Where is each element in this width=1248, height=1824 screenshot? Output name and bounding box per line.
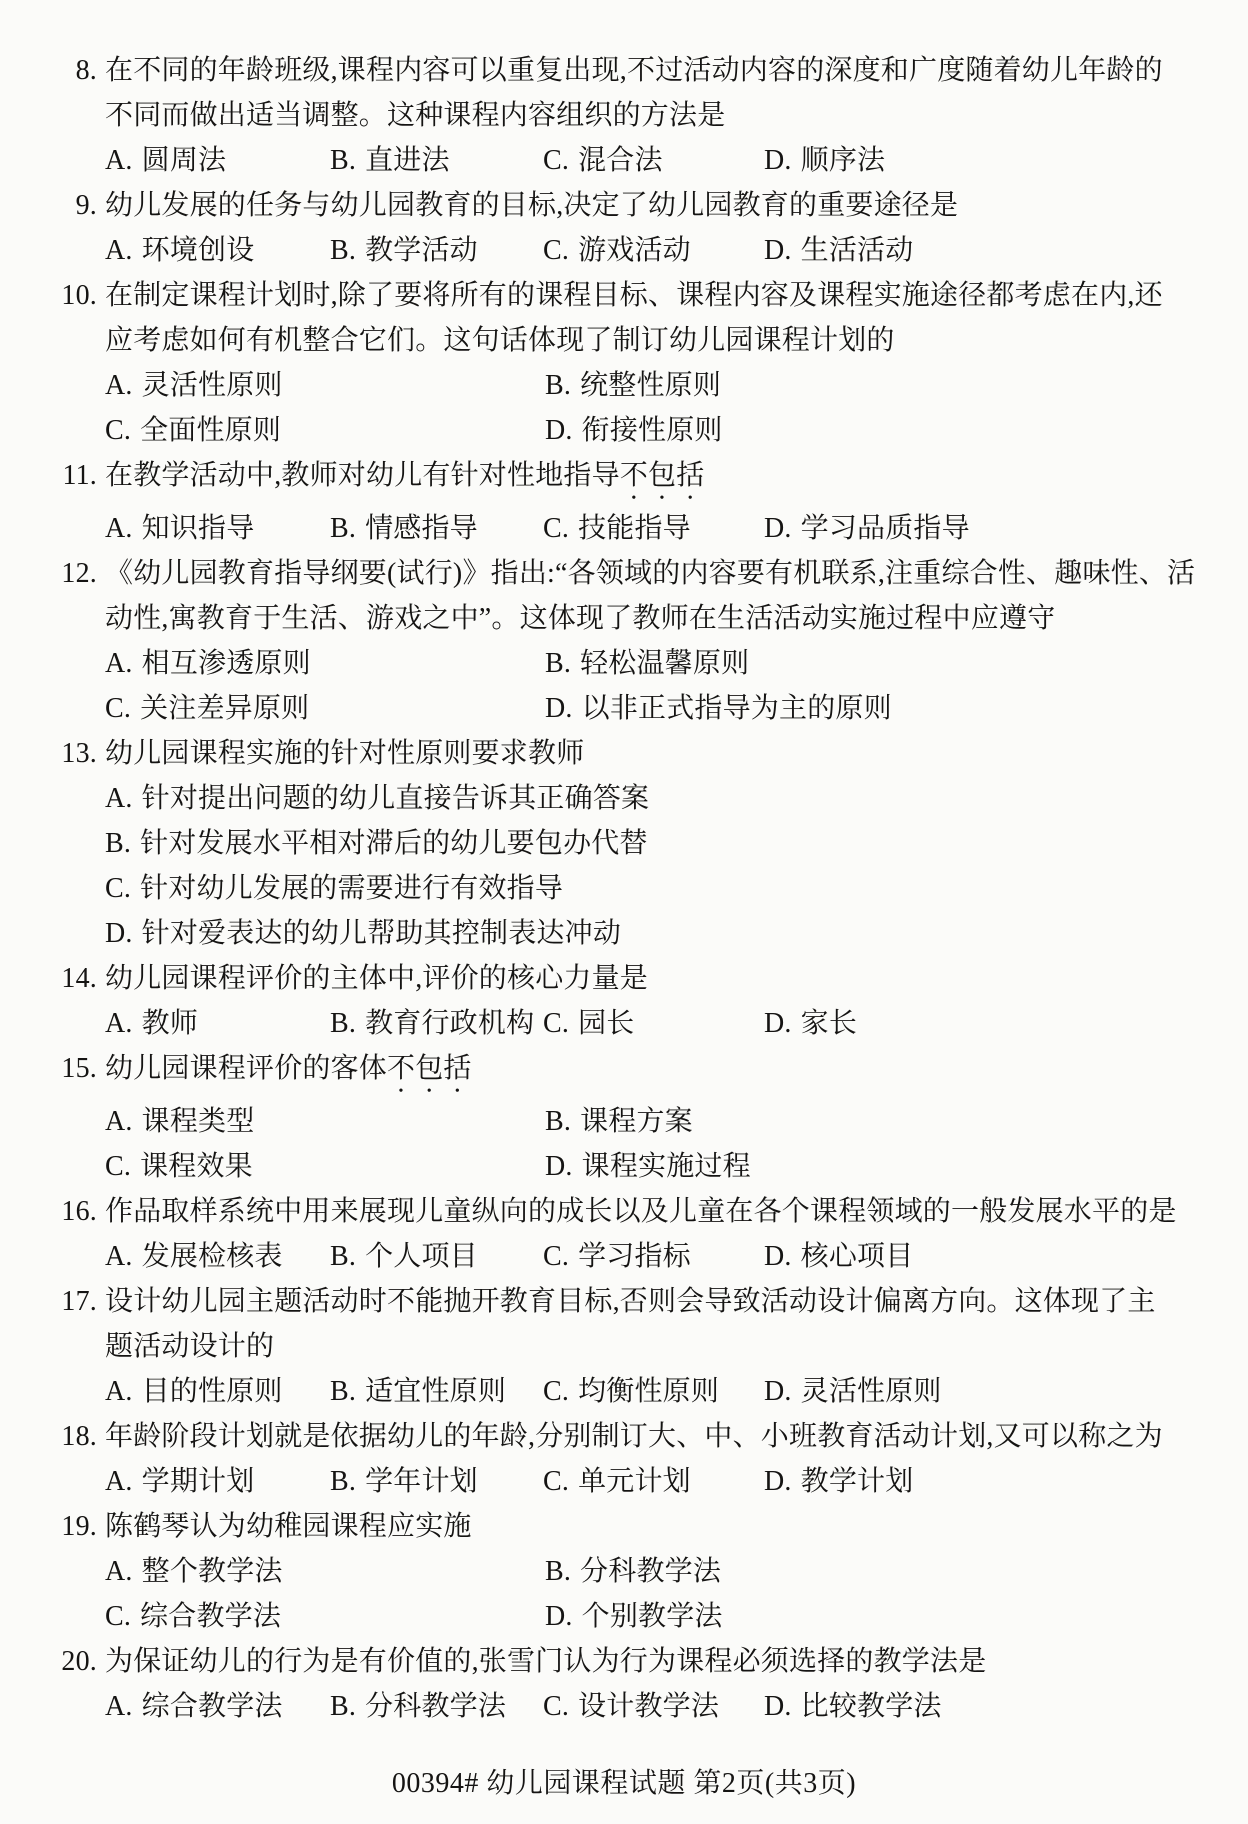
question-stem-line	[105, 731, 1165, 776]
question-number: 16.	[61, 1196, 97, 1227]
option-item	[543, 1684, 764, 1729]
option-key: B.	[545, 370, 572, 401]
option-item	[543, 228, 764, 273]
option-text: 发展检核表	[141, 1241, 283, 1272]
option-text: 相互渗透原则	[141, 648, 311, 679]
option-item	[105, 1369, 330, 1414]
option-item	[105, 821, 1165, 866]
option-text: 圆周法	[141, 145, 227, 176]
option-item	[105, 686, 545, 731]
stem-text: 应考虑如何有机整合它们。这句话体现了制订幼儿园课程计划的	[105, 325, 895, 356]
option-item	[545, 1144, 1165, 1189]
option-item	[543, 1234, 764, 1279]
options-group	[105, 363, 1165, 453]
option-key: D.	[545, 693, 573, 724]
option-text: 课程方案	[580, 1106, 693, 1137]
option-key: D.	[764, 1241, 792, 1272]
option-text: 教学计划	[800, 1466, 914, 1497]
options-group	[105, 1001, 1165, 1046]
option-text: 教育行政机构	[365, 1008, 535, 1039]
option-key: B.	[330, 1466, 357, 1497]
option-key: A.	[105, 648, 133, 679]
option-text: 衔接性原则	[581, 415, 723, 446]
option-key: A.	[105, 783, 133, 814]
stem-text: 幼儿园课程评价的客体	[105, 1053, 388, 1084]
option-text: 课程类型	[141, 1106, 255, 1137]
option-key: A.	[105, 1376, 133, 1407]
option-item	[764, 506, 1165, 551]
option-key: A.	[105, 1691, 133, 1722]
option-item	[543, 138, 764, 183]
question-block	[0, 1279, 1165, 1414]
option-key: C.	[543, 1691, 570, 1722]
options-group	[105, 1549, 1165, 1639]
option-text: 统整性原则	[580, 370, 722, 401]
page-footer	[0, 1761, 1248, 1806]
option-text: 技能指导	[578, 513, 691, 544]
option-key: A.	[105, 1008, 133, 1039]
question-stem-line	[105, 1504, 1165, 1549]
question-number: 8.	[75, 55, 97, 86]
option-text: 比较教学法	[800, 1691, 942, 1722]
option-key: D.	[764, 1691, 792, 1722]
option-text: 教学活动	[365, 235, 478, 266]
option-text: 目的性原则	[141, 1376, 283, 1407]
option-text: 知识指导	[141, 513, 255, 544]
options-group	[105, 1459, 1165, 1504]
stem-text: 设计幼儿园主题活动时不能抛开教育目标,否则会导致活动设计偏离方向。这体现了主	[105, 1286, 1156, 1317]
option-key: C.	[105, 1151, 132, 1182]
question-number: 9.	[75, 190, 97, 221]
option-key: D.	[545, 415, 573, 446]
question-block	[0, 1504, 1165, 1639]
question-number: 13.	[61, 738, 97, 769]
stem-text: 年龄阶段计划就是依据幼儿的年龄,分别制订大、中、小班教育活动计划,又可以称之为	[105, 1421, 1163, 1452]
option-text: 直进法	[365, 145, 450, 176]
question-stem-line	[105, 1639, 1165, 1684]
question-block	[0, 273, 1165, 453]
option-item	[105, 1684, 330, 1729]
question-stem-line	[105, 318, 1165, 363]
option-text: 以非正式指导为主的原则	[581, 693, 892, 724]
option-key: C.	[543, 513, 570, 544]
question-number: 20.	[61, 1646, 97, 1677]
option-key: C.	[105, 1601, 132, 1632]
option-key: A.	[105, 1556, 133, 1587]
option-key: A.	[105, 1466, 133, 1497]
option-item	[105, 866, 1165, 911]
options-group	[105, 228, 1165, 273]
question-block	[0, 1639, 1165, 1729]
option-item	[764, 1234, 1165, 1279]
option-text: 综合教学法	[140, 1601, 282, 1632]
option-text: 针对幼儿发展的需要进行有效指导	[140, 873, 564, 904]
question-block	[0, 48, 1165, 183]
option-item	[545, 686, 1165, 731]
question-block	[0, 956, 1165, 1046]
question-stem-line	[105, 1414, 1165, 1459]
option-text: 针对提出问题的幼儿直接告诉其正确答案	[141, 783, 650, 814]
question-stem-line	[105, 1324, 1165, 1369]
stem-text: 在教学活动中,教师对幼儿有针对性地指导	[105, 460, 620, 491]
option-key: D.	[764, 1466, 792, 1497]
stem-text: 幼儿园课程实施的针对性原则要求教师	[105, 738, 585, 769]
stem-text: 作品取样系统中用来展现儿童纵向的成长以及儿童在各个课程领域的一般发展水平的是	[105, 1196, 1177, 1227]
option-text: 针对爱表达的幼儿帮助其控制表达冲动	[141, 918, 622, 949]
option-text: 学年计划	[365, 1466, 478, 1497]
question-stem-line	[105, 1046, 1165, 1099]
option-key: D.	[545, 1601, 573, 1632]
question-stem-line	[105, 453, 1165, 506]
option-item	[545, 1099, 1165, 1144]
option-text: 学习指标	[578, 1241, 691, 1272]
option-key: D.	[764, 235, 792, 266]
option-text: 混合法	[578, 145, 663, 176]
question-number: 18.	[61, 1421, 97, 1452]
option-text: 灵活性原则	[800, 1376, 942, 1407]
option-key: D.	[764, 145, 792, 176]
option-text: 学习品质指导	[800, 513, 970, 544]
option-key: C.	[543, 235, 570, 266]
option-key: B.	[105, 828, 132, 859]
question-stem-line	[105, 273, 1165, 318]
option-text: 分科教学法	[580, 1556, 722, 1587]
option-item	[764, 1369, 1165, 1414]
option-text: 针对发展水平相对滞后的幼儿要包办代替	[140, 828, 648, 859]
stem-text: 幼儿发展的任务与幼儿园教育的目标,决定了幼儿园教育的重要途径是	[105, 190, 959, 221]
option-key: B.	[545, 1556, 572, 1587]
option-key: C.	[543, 1376, 570, 1407]
question-stem-line	[105, 1279, 1165, 1324]
question-number: 15.	[61, 1053, 97, 1084]
options-group	[105, 1684, 1165, 1729]
option-item	[545, 1594, 1165, 1639]
option-item	[105, 1594, 545, 1639]
option-text: 游戏活动	[578, 235, 691, 266]
question-number: 14.	[61, 963, 97, 994]
option-item	[543, 1459, 764, 1504]
question-stem-line	[105, 551, 1196, 596]
option-key: B.	[330, 1008, 357, 1039]
option-item	[105, 363, 545, 408]
option-text: 灵活性原则	[141, 370, 283, 401]
question-number: 11.	[62, 460, 97, 491]
option-key: B.	[330, 513, 357, 544]
option-key: A.	[105, 1106, 133, 1137]
question-block	[0, 551, 1196, 731]
stem-text: 动性,寓教育于生活、游戏之中”。这体现了教师在生活活动实施过程中应遵守	[105, 603, 1056, 634]
question-number: 17.	[61, 1286, 97, 1317]
option-item	[545, 1549, 1165, 1594]
option-item	[105, 506, 330, 551]
options-group	[105, 1234, 1165, 1279]
option-item	[105, 1001, 330, 1046]
question-block	[0, 731, 1165, 956]
option-text: 单元计划	[578, 1466, 691, 1497]
option-text: 均衡性原则	[578, 1376, 720, 1407]
option-text: 学期计划	[141, 1466, 255, 1497]
option-item	[105, 1234, 330, 1279]
option-key: A.	[105, 235, 133, 266]
option-text: 家长	[800, 1008, 858, 1039]
option-text: 园长	[578, 1008, 635, 1039]
option-item	[105, 1144, 545, 1189]
option-text: 全面性原则	[140, 415, 282, 446]
question-block	[0, 183, 1165, 273]
option-text: 综合教学法	[141, 1691, 283, 1722]
option-item	[764, 228, 1165, 273]
stem-text: 在不同的年龄班级,课程内容可以重复出现,不过活动内容的深度和广度随着幼儿年龄的	[105, 55, 1163, 86]
option-key: A.	[105, 513, 133, 544]
option-key: D.	[764, 1376, 792, 1407]
option-key: B.	[545, 1106, 572, 1137]
option-item	[105, 1459, 330, 1504]
stem-text: 题活动设计的	[105, 1331, 275, 1362]
stem-text: 不同而做出适当调整。这种课程内容组织的方法是	[105, 100, 726, 131]
option-item	[543, 1001, 764, 1046]
option-key: C.	[543, 1241, 570, 1272]
option-key: B.	[330, 235, 357, 266]
option-item	[330, 138, 543, 183]
option-item	[105, 641, 545, 686]
option-key: C.	[543, 1008, 570, 1039]
option-text: 个人项目	[365, 1241, 478, 1272]
question-block	[0, 1414, 1165, 1504]
option-key: D.	[764, 1008, 792, 1039]
question-block	[0, 453, 1165, 551]
option-text: 轻松温馨原则	[580, 648, 750, 679]
option-item	[330, 1369, 543, 1414]
question-stem-line	[105, 183, 1165, 228]
emphasized-text: 不包括	[387, 1053, 472, 1084]
option-item	[330, 228, 543, 273]
option-text: 关注差异原则	[140, 693, 310, 724]
option-key: C.	[105, 693, 132, 724]
option-item	[105, 138, 330, 183]
option-key: A.	[105, 145, 133, 176]
option-key: D.	[105, 918, 133, 949]
option-key: A.	[105, 370, 133, 401]
option-key: B.	[330, 1241, 357, 1272]
stem-text: 为保证幼儿的行为是有价值的,张雪门认为行为课程必须选择的教学法是	[105, 1646, 987, 1677]
emphasized-text: 不包括	[619, 460, 705, 491]
option-key: D.	[545, 1151, 573, 1182]
option-key: B.	[330, 1691, 357, 1722]
question-stem-line	[105, 956, 1165, 1001]
option-key: C.	[105, 415, 132, 446]
option-item	[330, 506, 543, 551]
option-key: A.	[105, 1241, 133, 1272]
question-number: 19.	[61, 1511, 97, 1542]
option-text: 生活活动	[800, 235, 914, 266]
option-item	[545, 641, 1165, 686]
option-item	[105, 408, 545, 453]
option-item	[105, 911, 1165, 956]
option-item	[764, 1459, 1165, 1504]
option-item	[764, 1001, 1165, 1046]
page-footer-text: 00394# 幼儿园课程试题 第2页(共3页)	[391, 1768, 857, 1799]
option-text: 适宜性原则	[365, 1376, 507, 1407]
option-text: 顺序法	[800, 145, 886, 176]
options-group	[105, 776, 1165, 956]
options-group	[105, 506, 1165, 551]
option-item	[105, 1099, 545, 1144]
question-stem-line	[105, 48, 1165, 93]
question-number: 10.	[61, 280, 97, 311]
option-key: C.	[105, 873, 132, 904]
option-item	[105, 1549, 545, 1594]
question-block	[0, 1189, 1177, 1279]
option-text: 课程效果	[140, 1151, 253, 1182]
option-key: B.	[545, 648, 572, 679]
question-block	[0, 1046, 1165, 1189]
stem-text: 幼儿园课程评价的主体中,评价的核心力量是	[105, 963, 649, 994]
option-key: C.	[543, 1466, 570, 1497]
option-item	[330, 1001, 543, 1046]
options-group	[105, 1369, 1165, 1414]
option-item	[105, 228, 330, 273]
option-text: 情感指导	[365, 513, 478, 544]
option-item	[330, 1234, 543, 1279]
option-item	[105, 776, 1165, 821]
question-stem-line	[105, 93, 1165, 138]
option-item	[764, 138, 1165, 183]
option-key: C.	[543, 145, 570, 176]
question-stem-line	[105, 1189, 1177, 1234]
option-text: 个别教学法	[581, 1601, 723, 1632]
option-text: 核心项目	[800, 1241, 914, 1272]
stem-text: 陈鹤琴认为幼稚园课程应实施	[105, 1511, 472, 1542]
option-key: B.	[330, 145, 357, 176]
question-list	[0, 48, 1248, 1729]
question-stem-line	[105, 596, 1165, 641]
option-text: 教师	[141, 1008, 199, 1039]
option-item	[545, 363, 1165, 408]
option-text: 环境创设	[141, 235, 255, 266]
options-group	[105, 641, 1165, 731]
option-text: 设计教学法	[578, 1691, 720, 1722]
options-group	[105, 138, 1165, 183]
option-text: 课程实施过程	[581, 1151, 751, 1182]
question-number: 12.	[61, 558, 97, 589]
option-key: B.	[330, 1376, 357, 1407]
option-item	[543, 506, 764, 551]
stem-text: 在制定课程计划时,除了要将所有的课程目标、课程内容及课程实施途径都考虑在内,还	[105, 280, 1163, 311]
option-item	[330, 1459, 543, 1504]
options-group	[105, 1099, 1165, 1189]
option-text: 分科教学法	[365, 1691, 507, 1722]
option-key: D.	[764, 513, 792, 544]
option-item	[330, 1684, 543, 1729]
option-item	[764, 1684, 1165, 1729]
option-item	[543, 1369, 764, 1414]
stem-text: 《幼儿园教育指导纲要(试行)》指出:“各领域的内容要有机联系,注重综合性、趣味性、活	[105, 558, 1196, 589]
option-text: 整个教学法	[141, 1556, 283, 1587]
option-item	[545, 408, 1165, 453]
